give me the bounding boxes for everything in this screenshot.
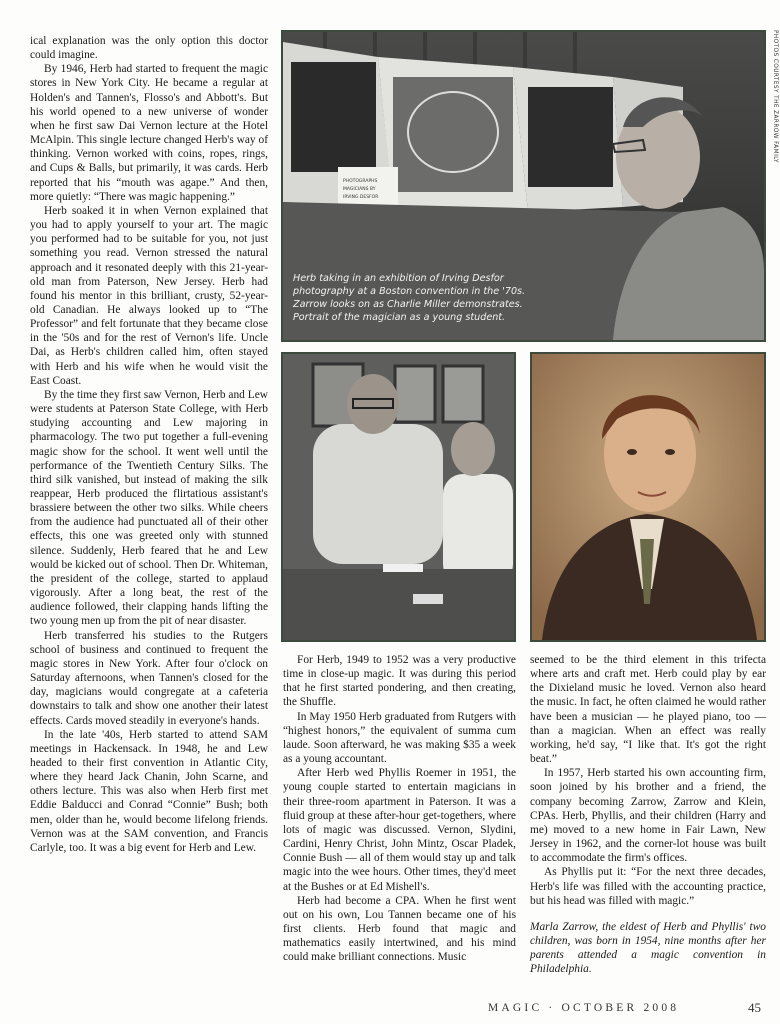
paragraph: In the late '40s, Herb started to attend SAM meetings in Hackensack. In 1948, he and Lew headed to their first convention in Atlantic City, where they heard Jack Chanin, John Scarne, and others lecture. This was also when Herb first met Eddie Balducci and Conrad “Connie” Bush; both men, older than he, would become lifelong friends. Vernon was at the SAM convention, and Francis Carlyle, too. It was a big event for Herb and Lew.: [30, 728, 268, 854]
photo-caption: Herb taking in an exhibition of Irving Desfor photography at a Boston convention in the '70s. Zarrow looks on as Charlie Miller demonstrates. Portrait of the magician as a young student.: [293, 273, 526, 323]
page-number: 45: [748, 1000, 761, 1015]
exhibition-photo: [281, 30, 766, 342]
article-column-2: [283, 653, 516, 964]
paragraph: By 1946, Herb had started to frequent the magic stores in New York City. He became a regular at Holden's and Tannen's, Flosso's and Abbott's. But his world opened to a new universe of wonder when he first saw Dai Vernon lecture at the Hotel McAlpin. This single lecture changed Herb's way of thinking. Vernon worked with coins, ropes, rings, and Cups & Balls, but primarily, it was cards. Herb reported that his “mouth was agape.” And then, more quietly: “There was magic happening.”: [30, 63, 268, 203]
card-demonstration-image: [283, 354, 514, 640]
young-portrait-photo: [530, 352, 766, 642]
photo-credit: PHOTOS COURTESY THE ZARROW FAMILY: [772, 30, 778, 163]
svg-text:IRVING DESFOR: IRVING DESFOR: [343, 195, 379, 200]
author-bio: Marla Zarrow, the eldest of Herb and Phyllis' two children, was born in 1954, nine months after her parents attended a magic convention in Philadelphia.: [530, 920, 766, 976]
paragraph: In 1957, Herb started his own accounting firm, soon joined by his brother and a friend, the company becoming Zarrow, Zarrow and Klein, CPAs. Herb, Phyllis, and their children (Harry and me) moved to a new home in Fair Lawn, New Jersey in 1962, and the corner-lot house was built to accommodate the firm's offices.: [530, 767, 766, 865]
paragraph: Herb soaked it in when Vernon explained that you had to apply yourself to your art. The magic you performed had to be suitable for you, not just something you read. Vernon stressed the natural approach and it resonated deeply with this 21-year-old man from Paterson, New Jersey. Herb had found his mentor in this brilliant, crusty, 52-year-old Canadian. He always looked up to “The Professor” and felt fortunate that they became close in the '50s and for the rest of Vernon's life. Uncle Dai, as Herb's children called him, often stayed with Herb and his wife when he would visit the East Coast.: [30, 204, 268, 387]
paragraph: ical explanation was the only option this doctor could imagine.: [30, 35, 268, 62]
paragraph: As Phyllis put it: “For the next three decades, Herb's life was filled with the accounting practice, but his head was filled with magic.”: [530, 866, 766, 907]
paragraph: In May 1950 Herb graduated from Rutgers with “highest honors,” the equivalent of summa cum laude. Soon afterward, he was making $35 a week as a young accountant.: [283, 710, 516, 766]
card-demonstration-photo: [281, 352, 516, 642]
paragraph: By the time they first saw Vernon, Herb and Lew were students at Paterson State College, with Herb studying accounting and Lew majoring in pharmacology. The two put together a full-evening magic show for the school. It went well until the performance of the Twentieth Century Silks. The third silk vanished, but instead of making the silk reappear, Herb produced the flirtatious assistant's brassiere between the other two silks. While cheers from the audience had punctuated all of their other effects, this one was greeted only with stunned silence. Suddenly, Herb feared that he and Lew would be kicked out of school. Then Dr. Whiteman, the president of the college, started to applaud vigorously. After a long beat, the rest of the audience followed, their clapping hands lifting the two young men up from the pit of near disaster.: [30, 388, 268, 628]
paragraph: seemed to be the third element in this trifecta where arts and craft met. Herb could play by ear the Dixieland music he loved. Vernon also heard the music. In fact, he often claimed he would rather have been a musician — he played piano, too — than a magician. When an effect was really working, he'd say, “I like that. It's got the right beat.”: [530, 654, 766, 766]
paragraph: After Herb wed Phyllis Roemer in 1951, the young couple started to entertain magicians in their three-room apartment in Paterson. It was a fluid group at these after-hour get-togethers, where lots of magic was discussed. Vernon, Slydini, Cardini, Henry Christ, John Mintz, Oscar Pladek, Connie Bush — all of them would stay up and talk magic into the wee hours. Other times, they'd meet at the Bushes or at Ed Mishell's.: [283, 767, 516, 893]
placard-text: PHOTOGRAPHS: [343, 179, 378, 184]
paragraph: Herb had become a CPA. When he first went out on his own, Lou Tannen became one of his first clients. Herb found that magic and mathematics easily intertwined, and his mind could make brilliant connections. Music: [283, 894, 516, 964]
paragraph: For Herb, 1949 to 1952 was a very productive time in close-up magic. It was during this period that he first started pondering, and then creating, the Shuffle.: [283, 654, 516, 709]
svg-text:MAGICIANS BY: MAGICIANS BY: [343, 187, 376, 192]
paragraph: Herb transferred his studies to the Rutgers school of business and continued to frequent the magic stores in New York. After four o'clock on Saturday afternoons, when Tannen's closed for the day, magicians would congregate at a cafeteria downstairs to talk and show one another their latest effects. Cards moved steadily in everyone's hands.: [30, 629, 268, 727]
young-portrait-image: [532, 354, 764, 640]
magazine-footer: MAGIC · OCTOBER 2008: [488, 1002, 680, 1014]
article-column-1: [30, 34, 268, 855]
article-column-3: [530, 653, 766, 976]
